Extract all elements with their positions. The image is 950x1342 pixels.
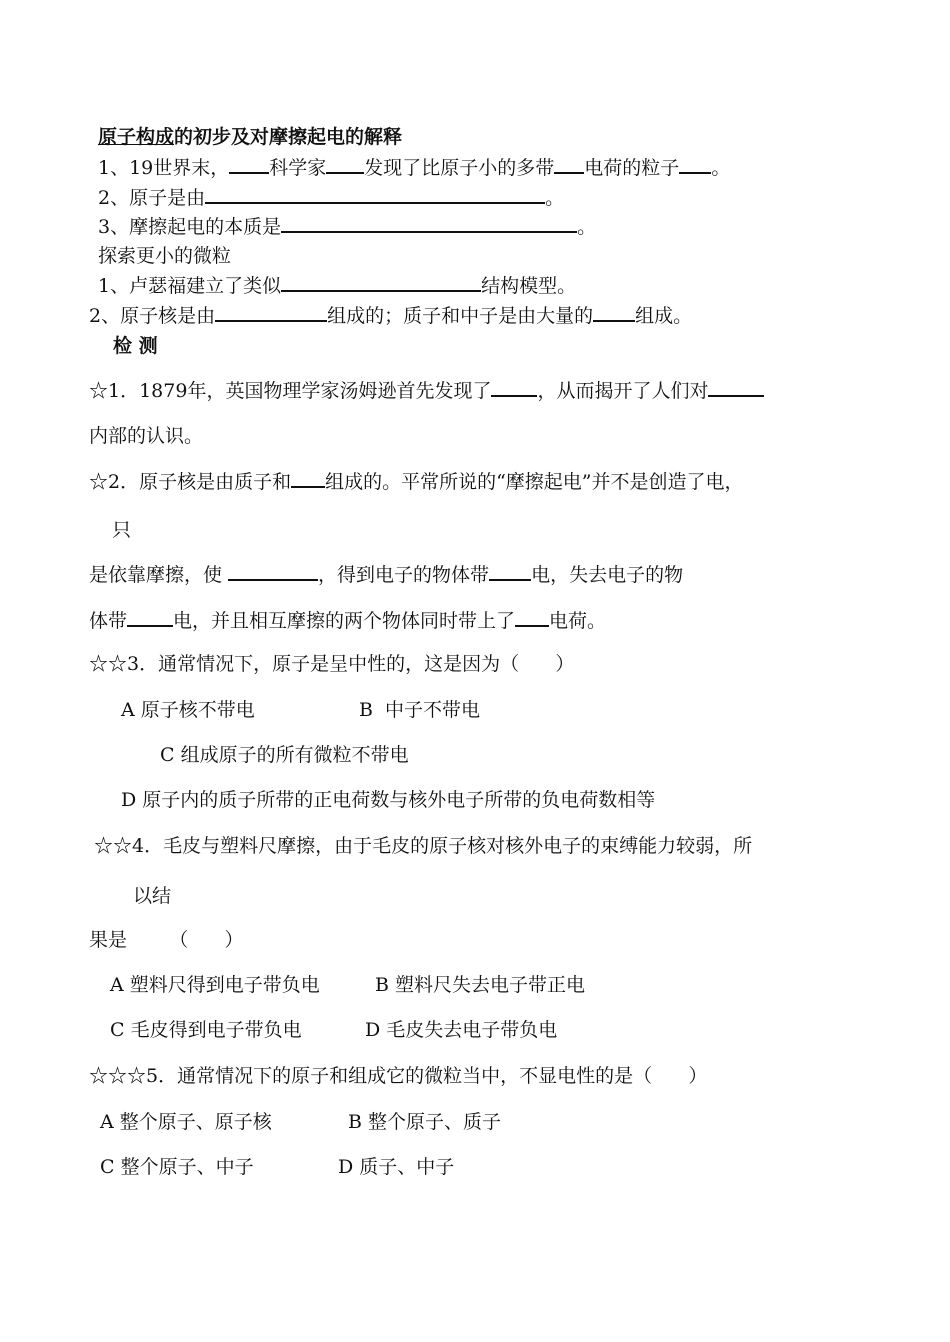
answer-blank[interactable]: [708, 377, 764, 397]
answer-blank[interactable]: [281, 272, 481, 292]
item-2-line-4: 体带 电，并且相互摩擦的两个物体同时带上了 电荷。: [89, 607, 606, 634]
item-4-question-line-1: ☆☆4．毛皮与塑料尺摩擦，由于毛皮的原子核对核外电子的束缚能力较弱，所: [94, 835, 753, 857]
intro-question-1: 1、19世界末， 科学家 发现了比原子小的多带 电荷的粒子 。: [98, 154, 730, 181]
item-5-question: ☆☆☆5．通常情况下的原子和组成它的微粒当中，不显电性的是（ ）: [89, 1065, 708, 1087]
item-1-line-1: ☆1．1879年，英国物理学家汤姆逊首先发现了 ，从而揭开了人们对: [89, 377, 764, 404]
item-3-option-d[interactable]: D 原子内的质子所带的正电荷数与核外电子所带的负电荷数相等: [121, 789, 656, 811]
item-4-option-d[interactable]: D 毛皮失去电子带负电: [365, 1019, 558, 1041]
item-3-question: ☆☆3．通常情况下，原子是呈中性的，这是因为（ ）: [89, 653, 575, 675]
item-5-option-d[interactable]: D 质子、中子: [338, 1156, 455, 1178]
item-5-option-a[interactable]: A 整个原子、原子核: [100, 1111, 272, 1133]
worksheet-title: [98, 124, 402, 150]
item-3-option-a[interactable]: A 原子核不带电: [121, 699, 255, 721]
answer-blank[interactable]: [281, 213, 577, 233]
answer-blank[interactable]: [229, 154, 269, 174]
answer-blank[interactable]: [127, 607, 173, 627]
answer-blank[interactable]: [491, 377, 537, 397]
item-2-line-3: 是依靠摩擦，使 ，得到电子的物体带 电，失去电子的物: [89, 561, 683, 588]
item-4-option-a[interactable]: A 塑料尺得到电子带负电: [110, 974, 320, 996]
item-4-option-c[interactable]: C 毛皮得到电子带负电: [110, 1019, 302, 1041]
item-2-line-1: ☆2．原子核是由质子和 组成的。平常所说的“摩擦起电”并不是创造了电，: [89, 468, 744, 495]
answer-blank[interactable]: [679, 154, 711, 174]
answer-blank[interactable]: [326, 154, 364, 174]
item-2-line-2: 只: [112, 519, 132, 541]
answer-blank[interactable]: [515, 607, 549, 627]
intro-question-4: 1、卢瑟福建立了类似 结构模型。: [98, 272, 576, 299]
item-1-line-2: 内部的认识。: [89, 425, 204, 447]
check-heading: 检 测: [113, 335, 158, 357]
intro-question-3: 3、摩擦起电的本质是 。: [98, 213, 596, 240]
answer-blank[interactable]: [489, 561, 531, 581]
answer-blank[interactable]: [554, 154, 584, 174]
answer-blank[interactable]: [228, 561, 318, 581]
answer-blank[interactable]: [291, 468, 325, 488]
item-3-option-c[interactable]: C 组成原子的所有微粒不带电: [160, 744, 409, 766]
answer-blank[interactable]: [205, 184, 545, 204]
title-rest: 的初步及对摩擦起电的解释: [174, 126, 403, 148]
answer-blank[interactable]: [215, 302, 327, 322]
intro-question-5: 2、原子核是由 组成的；质子和中子是由大量的 组成。: [89, 302, 692, 329]
intro-question-2: 2、原子是由 。: [98, 184, 564, 211]
item-3-option-b[interactable]: B 中子不带电: [359, 699, 481, 721]
item-4-option-b[interactable]: B 塑料尺失去电子带正电: [375, 974, 586, 996]
item-4-question-line-3: 果是 （ ）: [89, 929, 244, 951]
item-5-option-b[interactable]: B 整个原子、质子: [348, 1111, 502, 1133]
item-5-option-c[interactable]: C 整个原子、中子: [100, 1156, 254, 1178]
answer-blank[interactable]: [593, 302, 635, 322]
title-underlined: 原子构成: [98, 126, 175, 148]
item-4-question-line-2: 以结: [133, 885, 172, 907]
section-heading: 探索更小的微粒: [98, 245, 232, 267]
